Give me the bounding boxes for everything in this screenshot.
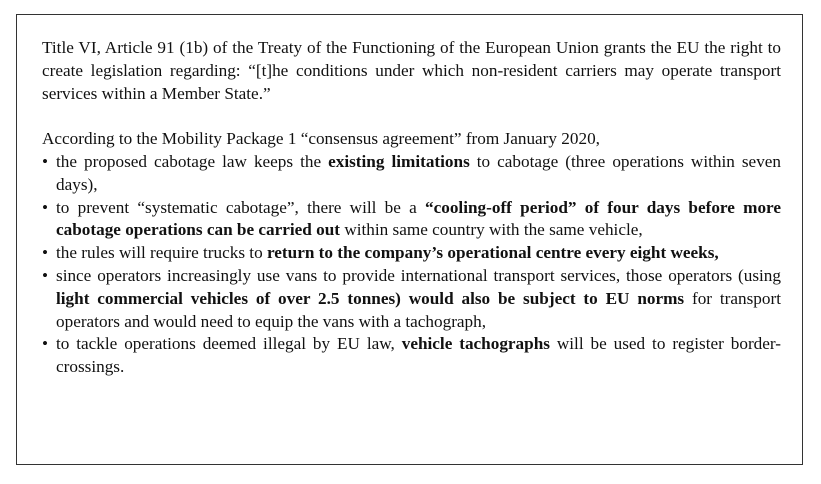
list-item xyxy=(42,265,781,333)
list-item-text: the proposed cabotage law keeps the xyxy=(56,151,329,171)
list-item-emphasis: light commercial vehicles of over 2.5 tonnes) would also be subject to EU norms xyxy=(56,288,685,308)
bullet-icon: • xyxy=(42,334,49,354)
list-item xyxy=(42,242,781,265)
list-item-emphasis: return to the company’s operational centre every eight weeks, xyxy=(266,243,719,263)
list-item-text: for transport operators and would need to equip the vans with a tachograph, xyxy=(56,288,781,331)
list-item-text: within same country with the same vehicle, xyxy=(340,220,643,240)
list-item xyxy=(42,151,781,197)
list-item-emphasis: existing limitations xyxy=(328,151,470,171)
bullet-list xyxy=(42,151,781,379)
bullet-icon: • xyxy=(42,151,49,171)
list-item-emphasis: “cooling-off period” of four days before more cabotage operations can be carried out xyxy=(56,197,781,240)
list-item-text: will be used to register border-crossings. xyxy=(56,334,781,377)
list-item-text: to prevent “systematic cabotage”, there will be a xyxy=(56,197,426,217)
intro-paragraph: Title VI, Article 91 (1b) of the Treaty of the Functioning of the European Union grants the EU the right to create legislation regarding: “[t]he conditions under which non-resident carriers may operate transport services within a Member State.” xyxy=(42,38,781,103)
lead-paragraph: According to the Mobility Package 1 “consensus agreement” from January 2020, xyxy=(42,129,600,149)
bullet-icon: • xyxy=(42,197,49,217)
list-item xyxy=(42,197,781,243)
list-item-text: to cabotage (three operations within seven days), xyxy=(56,151,782,194)
list-item-text: to tackle operations deemed illegal by EU law, xyxy=(56,334,402,354)
bullet-icon: • xyxy=(42,265,49,285)
list-item-emphasis: vehicle tachographs xyxy=(401,334,550,354)
text-box-content xyxy=(42,37,781,379)
text-box xyxy=(16,14,803,465)
list-item-text: the rules will require trucks to xyxy=(56,243,267,263)
bullet-icon: • xyxy=(42,243,49,263)
list-item xyxy=(42,333,781,379)
list-item-text: since operators increasingly use vans to provide international transport services, those operators (using xyxy=(56,265,781,285)
